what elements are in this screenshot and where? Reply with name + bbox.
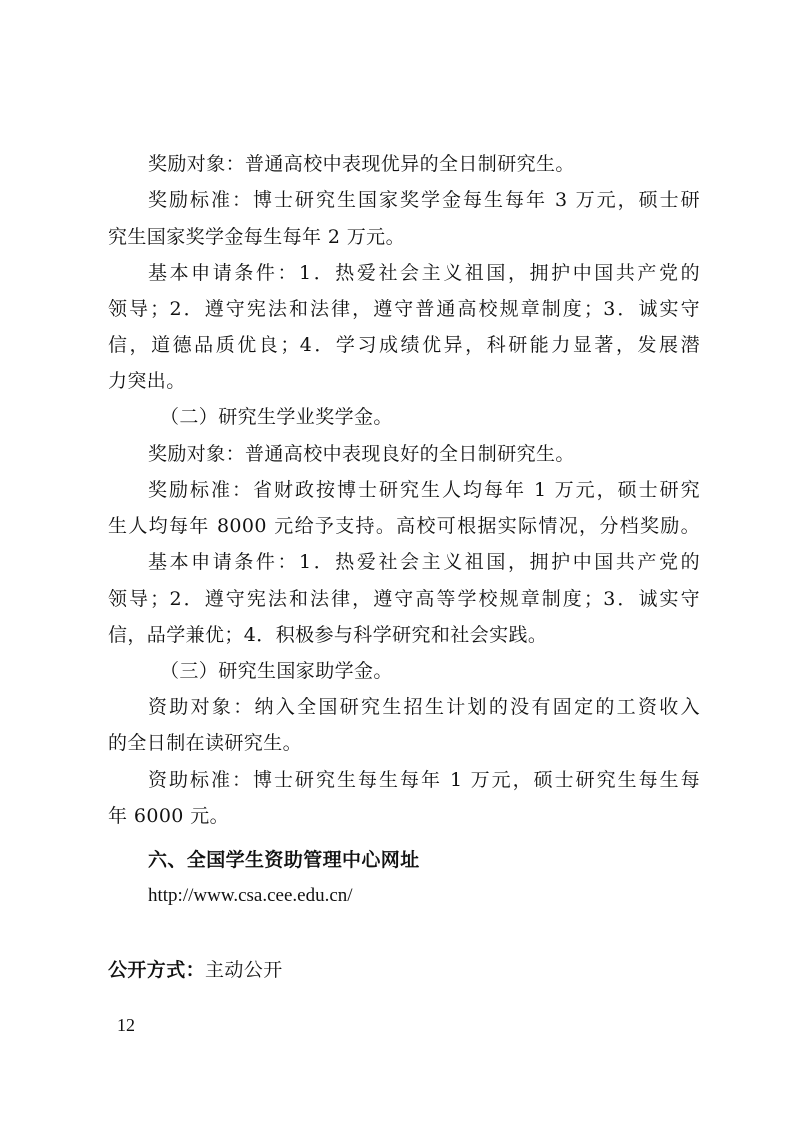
section-heading-national-grant: （三）研究生国家助学金。 (160, 660, 393, 682)
disclosure-label: 公开方式： (108, 959, 206, 981)
academic-standard-line-1: 奖励标准：省财政按博士研究生人均每年 1 万元，硕士研究 (148, 479, 700, 501)
disclosure-method (108, 958, 700, 982)
grant-standard-line-1: 资助标准：博士研究生每生每年 1 万元，硕士研究生每生每 (148, 769, 700, 791)
award-standard-line-2: 究生国家奖学金每生每年 2 万元。 (108, 226, 405, 248)
grant-target-line-2: 的全日制在读研究生。 (108, 732, 303, 754)
website-link[interactable]: http://www.csa.cee.edu.cn/ (148, 885, 353, 906)
section-six-title: 六、全国学生资助管理中心网址 (148, 849, 420, 871)
grant-target-line-1: 资助对象：纳入全国研究生招生计划的没有固定的工资收入 (148, 696, 700, 718)
eligibility-line-2: 领导；2．遵守宪法和法律，遵守普通高校规章制度；3．诚实守 (108, 298, 700, 320)
grant-standard-line-2: 年 6000 元。 (108, 805, 230, 827)
award-target-paragraph: 奖励对象：普通高校中表现优异的全日制研究生。 (148, 153, 575, 175)
award-standard-line-1: 奖励标准：博士研究生国家奖学金每生每年 3 万元，硕士研 (148, 189, 700, 211)
academic-eligibility-line-1: 基本申请条件：1．热爱社会主义祖国，拥护中国共产党的 (148, 551, 700, 573)
eligibility-line-4: 力突出。 (108, 370, 186, 392)
academic-target-paragraph: 奖励对象：普通高校中表现良好的全日制研究生。 (148, 443, 575, 465)
eligibility-line-1: 基本申请条件：1．热爱社会主义祖国，拥护中国共产党的 (148, 262, 700, 284)
academic-eligibility-line-3: 信，品学兼优；4．积极参与科学研究和社会实践。 (108, 624, 548, 646)
section-heading-academic-scholarship: （二）研究生学业奖学金。 (160, 406, 393, 428)
eligibility-line-3: 信，道德品质优良；4．学习成绩优异，科研能力显著，发展潜 (108, 334, 700, 356)
page-number: 12 (117, 1015, 135, 1035)
academic-standard-line-2: 生人均每年 8000 元给予支持。高校可根据实际情况，分档奖励。 (108, 515, 700, 537)
academic-eligibility-line-2: 领导；2．遵守宪法和法律，遵守高等学校规章制度；3．诚实守 (108, 588, 700, 610)
disclosure-value: 主动公开 (205, 959, 283, 981)
